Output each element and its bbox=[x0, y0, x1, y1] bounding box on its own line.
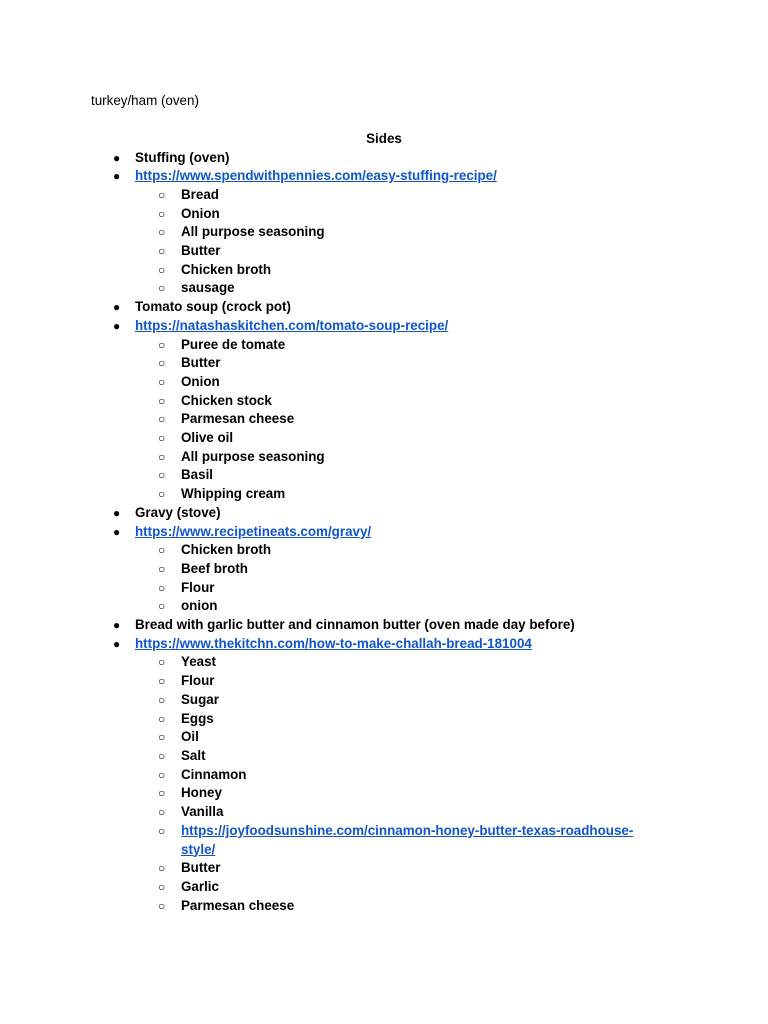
hollow-bullet-icon: ○ bbox=[158, 786, 166, 801]
item-text: sausage bbox=[181, 280, 235, 296]
hollow-bullet-icon: ○ bbox=[158, 561, 166, 576]
hollow-bullet-icon: ○ bbox=[158, 244, 166, 259]
section-heading-sides: Sides bbox=[366, 131, 402, 146]
item-text: All purpose seasoning bbox=[181, 224, 325, 240]
item-text: Vanilla bbox=[181, 804, 224, 820]
item-text: Eggs bbox=[181, 710, 214, 726]
item-text: onion bbox=[181, 598, 218, 614]
hollow-bullet-icon: ○ bbox=[158, 749, 166, 763]
ingredient-item bbox=[0, 803, 768, 822]
filled-bullet-icon: ● bbox=[113, 618, 121, 633]
hollow-bullet-icon: ○ bbox=[158, 730, 166, 745]
item-text: Butter bbox=[181, 355, 221, 371]
dish-item bbox=[0, 504, 768, 523]
item-text: Salt bbox=[181, 748, 206, 763]
hollow-bullet-icon: ○ bbox=[158, 225, 166, 240]
recipe-link-item[interactable] bbox=[0, 822, 651, 859]
item-text: Tomato soup (crock pot) bbox=[135, 299, 291, 315]
hollow-bullet-icon: ○ bbox=[158, 412, 166, 427]
hollow-bullet-icon: ○ bbox=[158, 674, 166, 689]
recipe-link[interactable]: https://www.thekitchn.com/how-to-make-challah-bread-181004 bbox=[135, 635, 532, 651]
hollow-bullet-icon: ○ bbox=[158, 206, 166, 221]
item-text: Gravy (stove) bbox=[135, 504, 221, 520]
recipe-link[interactable]: https://natashaskitchen.com/tomato-soup-recipe/ bbox=[135, 317, 449, 333]
hollow-bullet-icon: ○ bbox=[158, 431, 166, 446]
ingredient-item bbox=[0, 279, 768, 298]
ingredient-item bbox=[0, 373, 768, 392]
item-text: Butter bbox=[181, 243, 221, 259]
recipe-link[interactable]: https://joyfoodsunshine.com/cinnamon-honey-butter-texas-roadhouse-style/ bbox=[181, 822, 634, 857]
ingredient-item bbox=[0, 728, 768, 747]
item-text: Yeast bbox=[181, 654, 216, 670]
ingredient-item bbox=[0, 242, 768, 261]
hollow-bullet-icon: ○ bbox=[158, 374, 166, 389]
ingredient-item bbox=[0, 653, 768, 672]
ingredient-item bbox=[0, 541, 768, 560]
hollow-bullet-icon: ○ bbox=[158, 468, 166, 483]
ingredient-item bbox=[0, 410, 768, 429]
hollow-bullet-icon: ○ bbox=[158, 543, 166, 558]
item-text: Beef broth bbox=[181, 560, 248, 576]
item-text: Oil bbox=[181, 729, 199, 745]
filled-bullet-icon: ● bbox=[113, 318, 121, 333]
ingredient-item bbox=[0, 485, 768, 504]
hollow-bullet-icon: ○ bbox=[158, 805, 166, 820]
hollow-bullet-icon: ○ bbox=[158, 262, 166, 277]
item-text: Chicken stock bbox=[181, 392, 272, 408]
hollow-bullet-icon: ○ bbox=[158, 823, 166, 838]
ingredient-item bbox=[0, 710, 768, 729]
dish-item bbox=[0, 616, 768, 635]
hollow-bullet-icon: ○ bbox=[158, 711, 166, 726]
ingredient-item bbox=[0, 336, 768, 355]
hollow-bullet-icon: ○ bbox=[158, 898, 166, 913]
hollow-bullet-icon: ○ bbox=[158, 861, 166, 876]
filled-bullet-icon: ● bbox=[113, 150, 121, 165]
ingredient-item bbox=[0, 597, 768, 616]
item-text: Flour bbox=[181, 673, 215, 689]
ingredient-item bbox=[0, 466, 768, 485]
item-text: Honey bbox=[181, 785, 222, 801]
hollow-bullet-icon: ○ bbox=[158, 337, 166, 352]
hollow-bullet-icon: ○ bbox=[158, 356, 166, 371]
item-text: Basil bbox=[181, 467, 214, 483]
hollow-bullet-icon: ○ bbox=[158, 692, 166, 707]
item-text: Sugar bbox=[181, 691, 219, 707]
sides-list bbox=[0, 149, 768, 916]
ingredient-item bbox=[0, 579, 768, 598]
ingredient-item bbox=[0, 261, 768, 280]
hollow-bullet-icon: ○ bbox=[158, 580, 166, 595]
item-text: Parmesan cheese bbox=[181, 897, 295, 913]
top-line-text: turkey/ham (oven) bbox=[91, 93, 199, 108]
ingredient-item bbox=[0, 560, 768, 579]
item-text: Bread with garlic butter and cinnamon butter (oven made day before) bbox=[135, 617, 575, 633]
ingredient-item bbox=[0, 223, 768, 242]
ingredient-item bbox=[0, 878, 768, 897]
recipe-link-item[interactable] bbox=[0, 523, 768, 542]
item-text: Flour bbox=[181, 579, 215, 595]
hollow-bullet-icon: ○ bbox=[158, 655, 166, 670]
item-text: Chicken broth bbox=[181, 542, 272, 558]
ingredient-item bbox=[0, 186, 768, 205]
ingredient-item bbox=[0, 392, 768, 411]
ingredient-item bbox=[0, 429, 768, 448]
item-text: Onion bbox=[181, 205, 220, 221]
ingredient-item bbox=[0, 784, 768, 803]
ingredient-item bbox=[0, 448, 768, 467]
hollow-bullet-icon: ○ bbox=[158, 449, 166, 464]
dish-item bbox=[0, 298, 768, 317]
filled-bullet-icon: ● bbox=[113, 524, 121, 539]
ingredient-item bbox=[0, 672, 768, 691]
filled-bullet-icon: ● bbox=[113, 636, 121, 651]
ingredient-item bbox=[0, 859, 768, 878]
hollow-bullet-icon: ○ bbox=[158, 187, 166, 202]
item-text: Puree de tomate bbox=[181, 336, 286, 352]
ingredient-item bbox=[0, 897, 768, 916]
filled-bullet-icon: ● bbox=[113, 300, 121, 315]
item-text: Stuffing (oven) bbox=[135, 149, 230, 165]
hollow-bullet-icon: ○ bbox=[158, 393, 166, 408]
item-text: Whipping cream bbox=[181, 486, 286, 502]
item-text: Bread bbox=[181, 186, 219, 202]
recipe-link-item[interactable] bbox=[0, 167, 768, 186]
ingredient-item bbox=[0, 747, 768, 766]
item-text: Onion bbox=[181, 373, 220, 389]
ingredient-item bbox=[0, 354, 768, 373]
hollow-bullet-icon: ○ bbox=[158, 599, 166, 614]
filled-bullet-icon: ● bbox=[113, 505, 121, 520]
ingredient-item bbox=[0, 766, 768, 785]
dish-item bbox=[0, 149, 768, 168]
filled-bullet-icon: ● bbox=[113, 169, 121, 184]
item-text: Parmesan cheese bbox=[181, 411, 295, 427]
item-text: Chicken broth bbox=[181, 261, 272, 277]
item-text: Cinnamon bbox=[181, 766, 247, 782]
item-text: Garlic bbox=[181, 878, 219, 894]
hollow-bullet-icon: ○ bbox=[158, 487, 166, 502]
ingredient-item bbox=[0, 691, 768, 710]
recipe-link-item[interactable] bbox=[0, 635, 768, 654]
recipe-link-item[interactable] bbox=[0, 317, 768, 336]
recipe-link[interactable]: https://www.recipetineats.com/gravy/ bbox=[135, 523, 372, 539]
item-text: All purpose seasoning bbox=[181, 448, 325, 464]
recipe-link[interactable]: https://www.spendwithpennies.com/easy-stuffing-recipe/ bbox=[135, 168, 497, 184]
hollow-bullet-icon: ○ bbox=[158, 767, 166, 782]
ingredient-item bbox=[0, 205, 768, 224]
item-text: Olive oil bbox=[181, 430, 234, 446]
hollow-bullet-icon: ○ bbox=[158, 879, 166, 894]
item-text: Butter bbox=[181, 860, 221, 876]
hollow-bullet-icon: ○ bbox=[158, 281, 166, 296]
